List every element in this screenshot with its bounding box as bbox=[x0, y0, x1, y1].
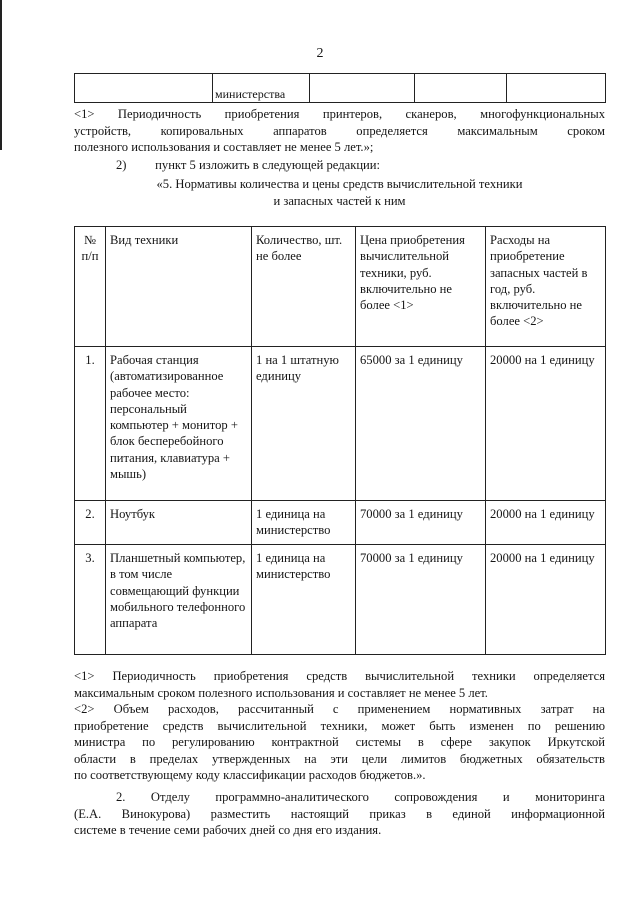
fragment-cell-2: министерства bbox=[213, 74, 310, 103]
fragment-cell-3 bbox=[310, 74, 415, 103]
header-price: Цена приобретения вычислительной техники, руб. включительно не более <1> bbox=[356, 227, 486, 347]
item-2-line: 2. Отделу программно-аналитического сопровождения и мониторинга bbox=[116, 790, 605, 804]
row-spare-parts: 20000 на 1 единицу bbox=[486, 501, 606, 545]
footnote-line: <1> Периодичность приобретения принтеров, сканеров, многофункциональных bbox=[74, 107, 605, 121]
footnote-line: устройств, копировальных аппаратов определяется максимальным сроком bbox=[74, 123, 605, 138]
fragment-cell-4 bbox=[415, 74, 507, 103]
row-equipment-type: Рабочая станция (автоматизированное рабочее место: персональный компьютер + монитор + блок бесперебойного питания, клавиатура + мышь) bbox=[106, 347, 252, 501]
point-2-text: пункт 5 изложить в следующей редакции: bbox=[155, 158, 381, 172]
row-number: 3. bbox=[75, 545, 106, 655]
table-row bbox=[75, 501, 606, 545]
table-footnotes bbox=[74, 668, 605, 784]
row-spare-parts: 20000 на 1 единицу bbox=[486, 545, 606, 655]
footnote-line: <2> Объем расходов, рассчитанный с применением нормативных затрат на bbox=[74, 702, 605, 716]
row-quantity: 1 единица на министерство bbox=[252, 545, 356, 655]
row-price: 65000 за 1 единицу bbox=[356, 347, 486, 501]
footnote-line: по соответствующему коду классификации расходов бюджетов.». bbox=[74, 768, 426, 782]
row-spare-parts: 20000 на 1 единицу bbox=[486, 347, 606, 501]
table-header-row bbox=[75, 227, 606, 347]
previous-table-fragment bbox=[74, 73, 606, 103]
header-equipment-type: Вид техники bbox=[106, 227, 252, 347]
header-spare-parts: Расходы на приобретение запасных частей в год, руб. включительно не более <2> bbox=[486, 227, 606, 347]
fragment-cell-1 bbox=[75, 74, 213, 103]
row-number: 1. bbox=[75, 347, 106, 501]
section-title-line-1: «5. Нормативы количества и цены средств вычислительной техники bbox=[156, 177, 523, 191]
row-equipment-type: Ноутбук bbox=[106, 501, 252, 545]
footnote-line: министра по регулированию контрактной системы в сфере закупок Иркутской bbox=[74, 735, 605, 749]
fragment-cell-5 bbox=[507, 74, 606, 103]
section-title-line-2: и запасных частей к ним bbox=[273, 194, 406, 208]
item-2-line: (Е.А. Винокурова) разместить настоящий приказ в единой информационной bbox=[74, 806, 605, 821]
point-2-number: 2) bbox=[116, 158, 127, 172]
header-quantity: Количество, шт. не более bbox=[252, 227, 356, 347]
table-row bbox=[75, 347, 606, 501]
footnote-printers bbox=[74, 106, 605, 156]
standards-table bbox=[74, 226, 606, 655]
table-row bbox=[75, 545, 606, 655]
footnote-line: области в пределах утвержденных на эти цели лимитов бюджетных обязательств bbox=[74, 751, 605, 766]
footnote-line: полезного использования и составляет не менее 5 лет.»; bbox=[74, 140, 374, 154]
header-number: № п/п bbox=[75, 227, 106, 347]
point-2 bbox=[74, 157, 605, 174]
scan-edge-mark bbox=[0, 0, 2, 150]
row-price: 70000 за 1 единицу bbox=[356, 545, 486, 655]
footnote-line: <1> Периодичность приобретения средств вычислительной техники определяется bbox=[74, 669, 605, 683]
row-equipment-type: Планшетный компьютер, в том числе совмещающий функции мобильного телефонного аппарата bbox=[106, 545, 252, 655]
row-price: 70000 за 1 единицу bbox=[356, 501, 486, 545]
footnote-line: максимальным сроком полезного использования и составляет не менее 5 лет. bbox=[74, 685, 488, 700]
row-quantity: 1 на 1 штатную единицу bbox=[252, 347, 356, 501]
footnote-line: приобретение средств вычислительной техники, может быть изменен по решению bbox=[74, 718, 605, 733]
order-item-2 bbox=[74, 789, 605, 839]
page-number: 2 bbox=[316, 46, 324, 61]
item-2-line: системе в течение семи рабочих дней со дня его издания. bbox=[74, 823, 382, 837]
row-quantity: 1 единица на министерство bbox=[252, 501, 356, 545]
row-number: 2. bbox=[75, 501, 106, 545]
